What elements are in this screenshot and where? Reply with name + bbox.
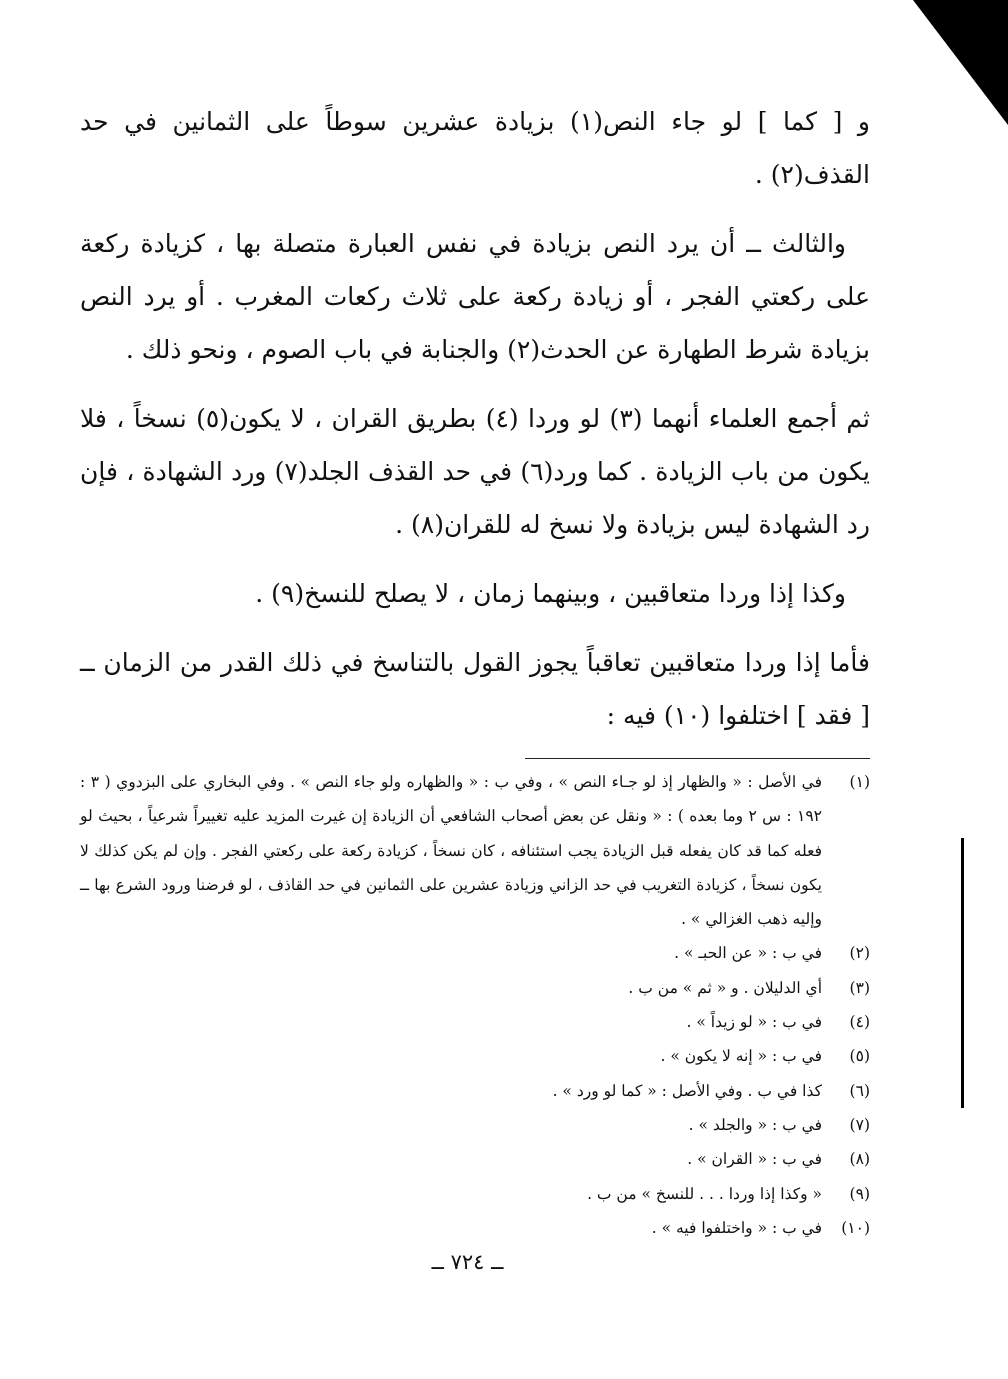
paragraph-5: فأما إذا وردا متعاقبين تعاقباً يجوز القول بالتناسخ في ذلك القدر من الزمان ــ [ فقد ] اختلفوا (١٠) فيه : (80, 648, 870, 730)
footnote-8 (80, 1142, 870, 1176)
footnote-1 (80, 765, 870, 936)
footnote-2 (80, 936, 870, 970)
scan-corner-mark (913, 0, 1008, 125)
footnote-text: في ب : « عن الحبـ » . (674, 944, 822, 963)
main-text (80, 95, 870, 742)
footnote-number: (٩) (849, 1184, 870, 1203)
footnote-6 (80, 1074, 870, 1108)
footnote-number: (١) (849, 773, 870, 791)
footnote-number: (٨) (849, 1150, 870, 1169)
footnote-number: (٥) (849, 1047, 870, 1066)
footnote-4 (80, 1005, 870, 1039)
footnote-text: في الأصل : « والظهار إذ لو جـاء النص » ، وفي ب : « والظهاره ولو جاء النص » . وفي البخاري على البزدوي ( ٣ : ١٩٢ : س ٢ وما بعده ) : « ونقل عن بعض أصحاب الشافعي أن الزيادة إن غيرت المزيد عليه تغييراً شرعياً ، بحيث لو فعله كما قد كان يفعله قبل الزيادة يجب استئنافه ، كان نسخاً ، كزيادة ركعة على ركعتي الفجر . وإن لم يكن كذلك لا يكون نسخاً ، كزيادة التغريب في حد الزاني وزيادة عشرين على الثمانين في حد القاذف ، لو فرضنا ورود الشرع بها ــ وإليه ذهب الغزالي » . (80, 773, 822, 929)
footnote-number: (٢) (849, 944, 870, 963)
paragraph-4: وكذا إذا وردا متعاقبين ، وبينهما زمان ، لا يصلح للنسخ(٩) . (255, 579, 846, 608)
scan-edge-line (961, 838, 964, 1108)
footnote-number: (١٠) (841, 1218, 870, 1237)
footnote-text: « وكذا إذا وردا . . . للنسخ » من ب . (587, 1184, 822, 1203)
footnote-7 (80, 1108, 870, 1142)
footnotes (80, 765, 870, 1245)
footnote-number: (٧) (849, 1115, 870, 1134)
footnote-text: أي الدليلان . و « ثم » من ب . (628, 978, 822, 997)
footnote-divider (525, 758, 870, 759)
footnote-text: في ب : « القران » . (687, 1150, 822, 1169)
footnote-text: في ب : « إنه لا يكون » . (660, 1047, 822, 1066)
footnote-text: في ب : « واختلفوا فيه » . (651, 1218, 822, 1237)
page-body (80, 95, 870, 1245)
paragraph-1: و [ كما ] لو جاء النص(١) بزيادة عشرين سوطاً على الثمانين في حد القذف(٢) . (80, 107, 870, 189)
page-number: ــ ٧٢٤ ــ (431, 1250, 504, 1274)
footnote-number: (٤) (849, 1013, 870, 1032)
footnote-number: (٦) (849, 1081, 870, 1100)
paragraph-3: ثم أجمع العلماء أنهما (٣) لو وردا (٤) بطريق القران ، لا يكون(٥) نسخاً ، فلا يكون من باب الزيادة . كما ورد(٦) في حد القذف الجلد(٧) ورد الشهادة ، فإن رد الشهادة ليس بزيادة ولا نسخ له للقران(٨) . (80, 404, 871, 539)
footnote-9 (80, 1177, 870, 1211)
paragraph-2: والثالث ــ أن يرد النص بزيادة في نفس العبارة متصلة بها ، كزيادة ركعة على ركعتي الفجر ، أو زيادة ركعة على ثلاث ركعات المغرب . أو يرد النص بزيادة شرط الطهارة عن الحدث(٢) والجنابة في باب الصوم ، ونحو ذلك . (80, 229, 870, 364)
footnote-5 (80, 1039, 870, 1073)
footnote-3 (80, 971, 870, 1005)
footnote-text: في ب : « والجلد » . (688, 1115, 822, 1134)
footnote-text: في ب : « لو زيداً » . (686, 1013, 822, 1032)
footnote-number: (٣) (849, 978, 870, 997)
footnote-text: كذا في ب . وفي الأصل : « كما لو ورد » . (552, 1081, 822, 1100)
footnote-10 (80, 1211, 870, 1245)
